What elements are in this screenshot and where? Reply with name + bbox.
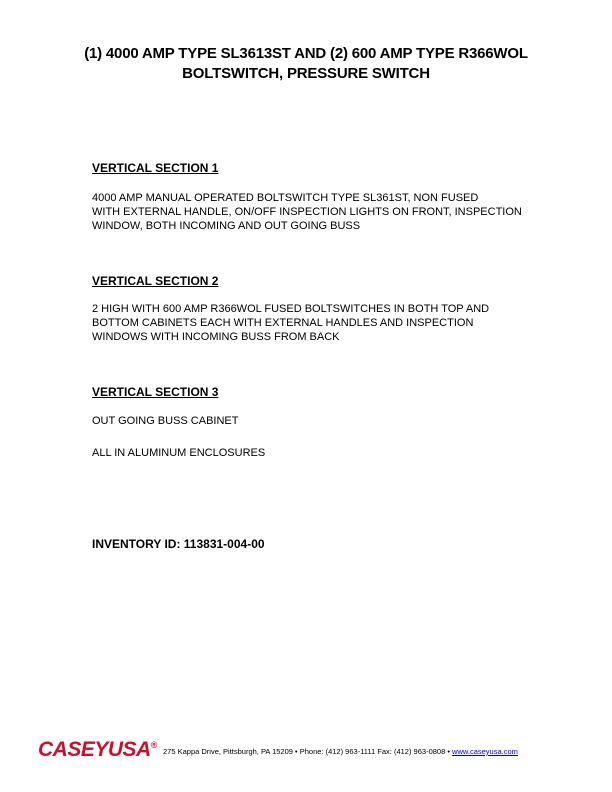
section-2-line: WINDOWS WITH INCOMING BUSS FROM BACK (92, 331, 340, 343)
inventory-id: INVENTORY ID: 113831-004-00 (92, 537, 265, 551)
document-title (40, 44, 572, 84)
section-3-heading: VERTICAL SECTION 3 (92, 385, 219, 399)
section-2-line: BOTTOM CABINETS EACH WITH EXTERNAL HANDLES AND INSPECTION (92, 317, 474, 329)
enclosure-note (92, 446, 582, 460)
section-2-description (92, 302, 582, 344)
section-2-heading: VERTICAL SECTION 2 (92, 274, 219, 288)
section-3-description (92, 414, 582, 428)
section-3-line: OUT GOING BUSS CABINET (92, 415, 239, 427)
section-1-description (92, 191, 582, 233)
title-line-1: (1) 4000 AMP TYPE SL3613ST AND (2) 600 AMP TYPE R366WOL (84, 45, 528, 62)
section-1-line: WITH EXTERNAL HANDLE, ON/OFF INSPECTION LIGHTS ON FRONT, INSPECTION (92, 206, 522, 218)
enclosure-note-text: ALL IN ALUMINUM ENCLOSURES (92, 447, 266, 459)
section-1-heading: VERTICAL SECTION 1 (92, 161, 219, 175)
section-2-line: 2 HIGH WITH 600 AMP R366WOL FUSED BOLTSWITCHES IN BOTH TOP AND (92, 303, 490, 315)
section-1-line: 4000 AMP MANUAL OPERATED BOLTSWITCH TYPE SL361ST, NON FUSED (92, 192, 479, 204)
company-logo (38, 738, 157, 762)
company-address (163, 747, 518, 756)
section-1-line: WINDOW, BOTH INCOMING AND OUT GOING BUSS (92, 220, 361, 232)
website-link[interactable]: www.caseyusa.com (452, 747, 518, 756)
registered-mark: ® (150, 740, 157, 750)
title-line-2: BOLTSWITCH, PRESSURE SWITCH (182, 65, 430, 82)
footer (0, 738, 612, 762)
address-text: 275 Kappa Drive, Pittsburgh, PA 15209 • Phone: (412) 963-1111 Fax: (412) 963-0808 • (163, 747, 453, 756)
logo-text: CASEYUSA (38, 738, 151, 761)
